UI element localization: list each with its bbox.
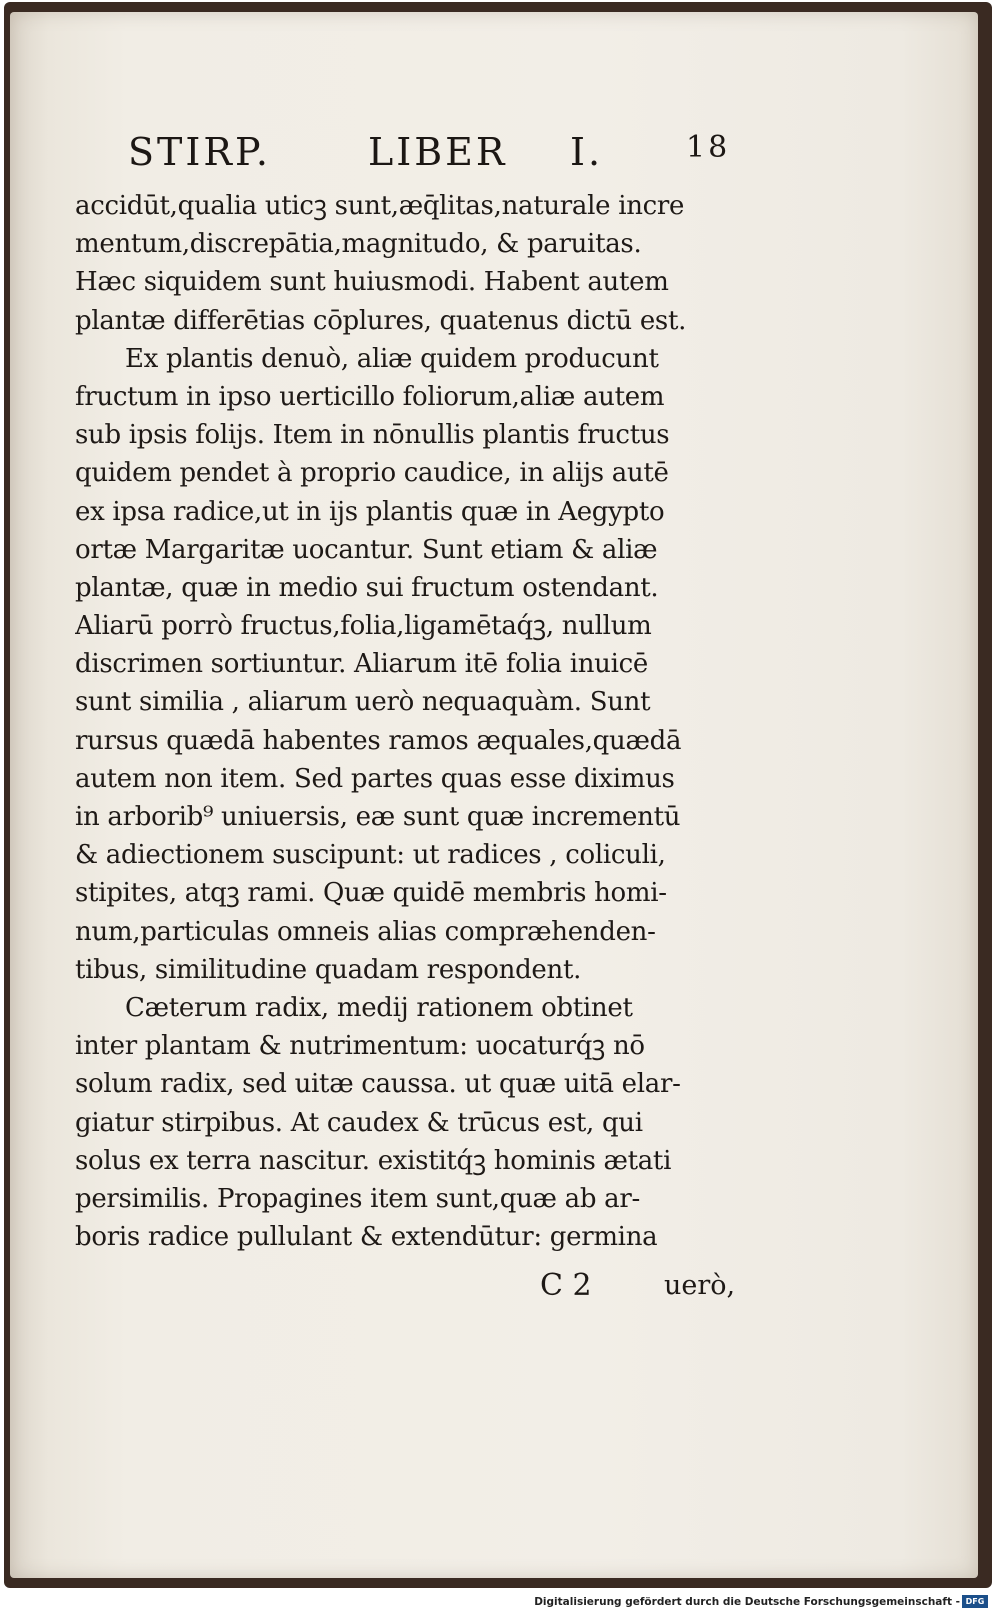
text-line: autem non item. Sed partes quas esse diximus [75, 763, 675, 794]
dfg-logo: DFG [962, 1595, 988, 1608]
digitization-credit: Digitalisierung gefördert durch die Deutsche Forschungsgemeinschaft - [534, 1596, 960, 1608]
text-line: mentum,discrepātia,magnitudo, & paruitas. [75, 229, 642, 260]
folio-number: 18 [686, 130, 731, 165]
text-line: persimilis. Propagines item sunt,quæ ab ar- [75, 1183, 640, 1214]
signature-mark: C 2 [540, 1268, 592, 1303]
text-line: quidem pendet à proprio caudice, in alijs autē [75, 458, 669, 489]
text-line: solum radix, sed uitæ caussa. ut quæ uitā elar- [75, 1069, 681, 1100]
text-line: inter plantam & nutrimentum: uocaturq́ꝫ nō [75, 1031, 645, 1062]
text-line: in arborib⁹ uniuersis, eæ sunt quæ incrementū [75, 802, 681, 832]
text-line: Hæc siquidem sunt huiusmodi. Habent autem [75, 267, 669, 298]
text-line: & adiectionem suscipunt: ut radices , coliculi, [75, 840, 666, 871]
text-line: stipites, atqꝫ rami. Quæ quidē membris homi- [75, 878, 667, 909]
text-line: plantæ, quæ in medio sui fructum ostendant. [75, 572, 659, 603]
body-text [75, 187, 765, 1256]
catchline [0, 1268, 1000, 1308]
text-line-paragraph-start: Ex plantis denuò, aliæ quidem producunt [125, 343, 659, 374]
text-line: giatur stirpibus. At caudex & trūcus est, qui [75, 1107, 643, 1138]
text-line: boris radice pullulant & extendūtur: germina [75, 1222, 658, 1253]
catchword: uerò, [664, 1270, 736, 1301]
running-head [128, 130, 738, 176]
text-line: rursus quædā habentes ramos æquales,quædā [75, 725, 682, 756]
text-line: sub ipsis folijs. Item in nōnullis plantis fructus [75, 420, 670, 451]
text-line: solus ex terra nascitur. existitq́ꝫ hominis ætati [75, 1145, 672, 1176]
text-line: discrimen sortiuntur. Aliarum itē folia inuicē [75, 649, 648, 680]
text-line: num,particulas omneis alias compræhenden- [75, 916, 656, 947]
text-line: plantæ differētias cōplures, quatenus dictū est. [75, 305, 687, 336]
running-head-title: STIRP. [128, 130, 271, 174]
running-head-book: LIBER [368, 130, 508, 174]
text-line-paragraph-start: Cæterum radix, medij rationem obtinet [125, 992, 633, 1023]
text-line: sunt similia , aliarum uerò nequaquàm. Sunt [75, 687, 651, 718]
text-line: accidūt,qualia uticꝫ sunt,æq̄litas,naturale incre [75, 191, 685, 221]
text-line: fructum in ipso uerticillo foliorum,aliæ autem [75, 381, 665, 412]
text-line: ortæ Margaritæ uocantur. Sunt etiam & aliæ [75, 534, 658, 565]
text-line: Aliarū porrò fructus,folia,ligamētaq́ꝫ, nullum [75, 611, 652, 642]
text-line: tibus, similitudine quadam respondent. [75, 954, 582, 985]
running-head-book-number: I. [570, 130, 604, 174]
text-line: ex ipsa radice,ut in ijs plantis quæ in Aegypto [75, 496, 665, 527]
